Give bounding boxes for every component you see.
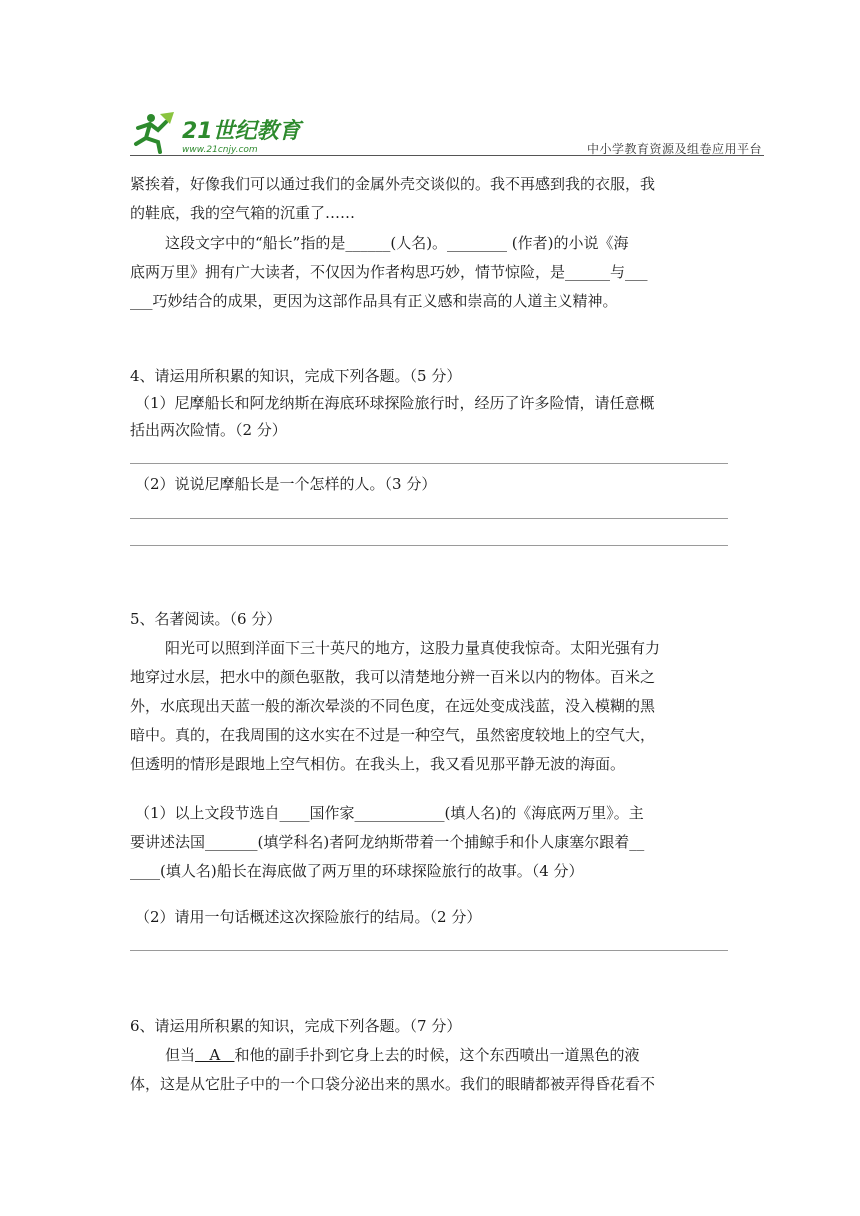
passage-line: 体，这是从它肚子中的一个口袋分泌出来的黑水。我们的眼睛都被弄得昏花看不 — [130, 1075, 656, 1093]
answer-line[interactable] — [130, 463, 728, 464]
answer-line[interactable] — [130, 545, 728, 546]
question-5-title: 5、名著阅读。（6 分） — [130, 610, 282, 628]
passage-line: 地穿过水层，把水中的颜色驱散，我可以清楚地分辨一百米以内的物体。百米之 — [130, 668, 656, 686]
question-text: 这段文字中的“船长”指的是______(人名)。________ (作者)的小说《海 — [165, 234, 629, 252]
passage-line: 阳光可以照到洋面下三十英尺的地方，这股力量真使我惊奇。太阳光强有力 — [165, 639, 661, 657]
passage-line: 外，水底现出天蓝一般的渐次晕淡的不同色度，在远处变成浅蓝，没入模糊的黑 — [130, 697, 656, 715]
svg-text:21世纪教育: 21世纪教育 — [182, 119, 301, 144]
answer-line[interactable] — [130, 518, 728, 519]
question-5-1: （1）以上文段节选自____国作家____________(填人名)的《海底两万里》。主 — [135, 804, 644, 822]
question-4-1: （1）尼摩船长和阿龙纳斯在海底环球探险旅行时，经历了许多险情，请任意概 — [135, 394, 655, 412]
page-header — [130, 108, 764, 158]
passage-line: 但透明的情形是跟地上空气相仿。在我头上，我又看见那平静无波的海面。 — [130, 755, 626, 773]
question-6-title: 6、请运用所积累的知识，完成下列各题。（7 分） — [130, 1017, 462, 1035]
question-5-2: （2）请用一句话概述这次探险旅行的结局。（2 分） — [135, 908, 482, 926]
passage-text: 但当 — [165, 1046, 196, 1064]
answer-line[interactable] — [130, 950, 728, 951]
blank-a[interactable]: A — [195, 1046, 235, 1064]
question-4-2: （2）说说尼摩船长是一个怎样的人。（3 分） — [135, 475, 437, 493]
header-divider — [130, 155, 764, 156]
passage-line: 的鞋底，我的空气箱的沉重了…… — [130, 204, 356, 222]
passage-text: 和他的副手扑到它身上去的时候，这个东西喷出一道黑色的液 — [234, 1046, 640, 1064]
question-text: 底两万里》拥有广大读者，不仅因为作者构思巧妙，情节惊险，是______与___ — [130, 263, 648, 281]
question-5-1-cont: ____(填人名)船长在海底做了两万里的环球探险旅行的故事。（4 分） — [130, 862, 584, 880]
header-platform-name: 中小学教育资源及组卷应用平台 — [586, 142, 762, 156]
passage-line: 暗中。真的，在我周围的这水实在不过是一种空气，虽然密度较地上的空气大， — [130, 726, 656, 744]
question-4-1-cont: 括出两次险情。（2 分） — [130, 421, 287, 439]
question-4-title: 4、请运用所积累的知识，完成下列各题。（5 分） — [130, 367, 462, 385]
passage-line: 紧挨着，好像我们可以通过我们的金属外壳交谈似的。我不再感到我的衣服，我 — [130, 175, 656, 193]
question-text: ___巧妙结合的成果，更因为这部作品具有正义感和崇高的人道主义精神。 — [130, 292, 618, 310]
svg-text:www.21cnjy.com: www.21cnjy.com — [182, 145, 258, 155]
logo-21cnjy — [130, 108, 330, 156]
passage-line — [165, 1045, 730, 1065]
question-5-1-cont: 要讲述法国_______(填学科名)者阿龙纳斯带着一个捕鲸手和仆人康塞尔跟着__ — [130, 833, 645, 851]
